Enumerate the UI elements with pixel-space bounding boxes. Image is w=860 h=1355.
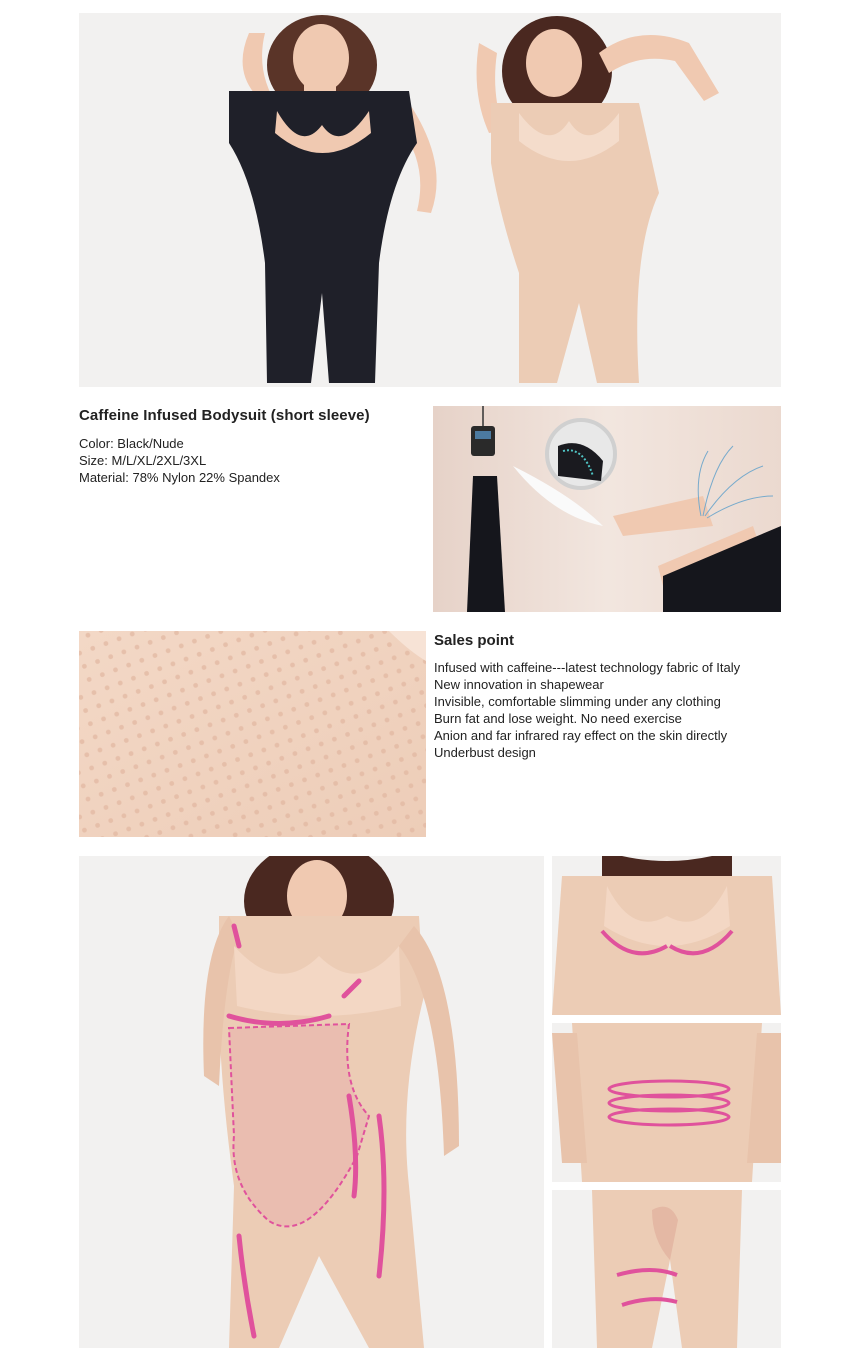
sales-point-item: Burn fat and lose weight. No need exercise <box>434 711 682 726</box>
bust-detail-photo <box>552 856 781 1015</box>
product-size: Size: M/L/XL/2XL/3XL <box>79 453 207 468</box>
sales-point-item: Invisible, comfortable slimming under any clothing <box>434 694 721 709</box>
fabric-technology-image <box>433 406 781 612</box>
front-shaping-photo <box>79 856 544 1348</box>
hero-product-photo <box>79 13 781 387</box>
product-spec <box>79 407 419 486</box>
sales-heading: Sales point <box>434 632 515 649</box>
sales-point-item: Infused with caffeine---latest technology fabric of Italy <box>434 660 741 675</box>
thigh-detail-photo <box>552 1190 781 1348</box>
sales-point-item: Underbust design <box>434 745 536 760</box>
sales-points <box>434 632 781 761</box>
sales-point-item: New innovation in shapewear <box>434 677 604 692</box>
waist-detail-photo <box>552 1023 781 1182</box>
product-color: Color: Black/Nude <box>79 436 184 451</box>
product-material: Material: 78% Nylon 22% Spandex <box>79 470 280 485</box>
product-title: Caffeine Infused Bodysuit (short sleeve) <box>79 407 370 424</box>
sales-point-item: Anion and far infrared ray effect on the skin directly <box>434 728 728 743</box>
fabric-texture-image <box>79 631 426 837</box>
sales-point-list <box>434 659 781 761</box>
